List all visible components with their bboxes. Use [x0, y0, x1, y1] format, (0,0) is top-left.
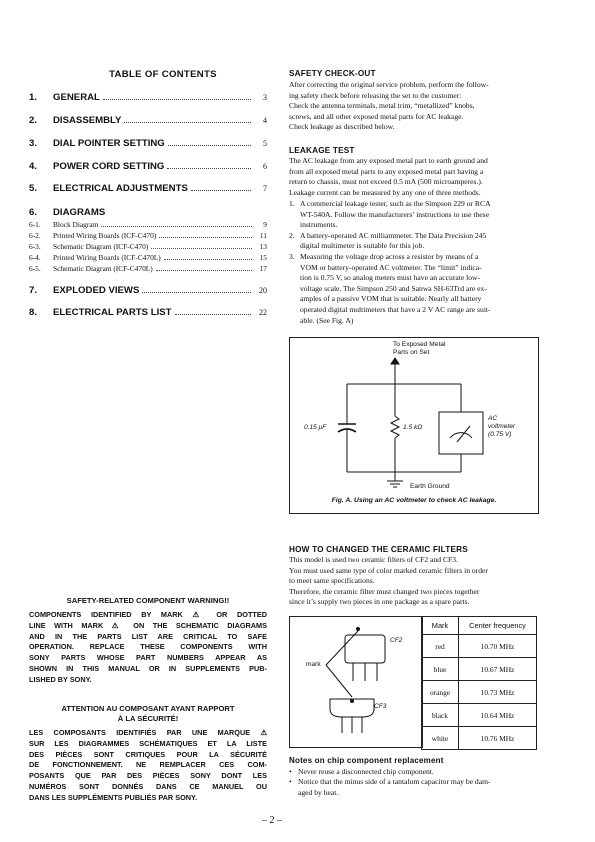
toc-subentry-page: 17	[259, 264, 267, 273]
text-line: screws, and all other exposed metal parts for AC leakage.	[289, 111, 464, 121]
mark-color-cell: white	[422, 727, 459, 750]
leakage-test-heading: LEAKAGE TEST	[289, 146, 355, 155]
table-header-frequency: Center frequency	[459, 617, 537, 635]
ceramic-heading: HOW TO CHANGED THE CERAMIC FILTERS	[289, 545, 468, 554]
table-row	[422, 635, 537, 658]
toc-entry-number: 8.	[29, 307, 38, 318]
toc-entry	[29, 92, 267, 104]
toc-entry-page: 6	[263, 162, 267, 171]
fig-a-meter-label-2: voltmeter	[488, 423, 516, 430]
toc-subentry-number: 6-5.	[29, 264, 41, 273]
warning-fr-title-1: ATTENTION AU COMPOSANT AYANT RAPPORT	[61, 704, 235, 713]
text-line: VOM or battery-operated AC voltmeter. The “limit” indica-	[300, 262, 482, 272]
ceramic-frequency-table	[421, 616, 537, 750]
text-line: digital multimeter is suitable for this job.	[300, 241, 425, 251]
warning-line: DE FONCTIONNEMENT. NE REMPLACER CES COM-	[29, 760, 267, 770]
fig-a-caption: Fig. A. Using an AC voltmeter to check AC leakage.	[331, 497, 497, 504]
toc-leader-dots	[167, 168, 251, 169]
toc-entry-number: 6.	[29, 207, 38, 218]
toc-subentry-page: 9	[263, 220, 267, 229]
table-row	[422, 704, 537, 727]
frequency-cell: 10.67 MHz	[459, 658, 537, 681]
text-line: WT-540A. Follow the manufacturers’ instructions to use these	[300, 209, 489, 219]
toc-entry-page: 4	[263, 116, 267, 125]
ceramic-filter-figure	[289, 616, 423, 748]
chip-note-item	[289, 767, 537, 777]
warning-fr-text	[29, 728, 267, 804]
fig-a-meter-label-1: AC	[488, 415, 498, 422]
toc-subentry	[29, 264, 267, 274]
item-text	[300, 231, 486, 252]
toc-entry	[29, 307, 267, 319]
toc-leader-dots	[151, 248, 252, 249]
table-header-mark: Mark	[422, 617, 459, 635]
toc-entry-title: ELECTRICAL ADJUSTMENTS	[53, 183, 188, 194]
fig-a-meter-label-3: (0.75 V)	[488, 431, 512, 438]
toc-leader-dots	[175, 314, 251, 315]
text-line: Never reuse a disconnected chip component.	[298, 767, 434, 776]
table-row	[422, 658, 537, 681]
text-line: voltage scale. The Simpson 250 and Sanwa SH-63Trd are ex-	[300, 283, 487, 293]
frequency-cell: 10.64 MHz	[459, 704, 537, 727]
item-text	[298, 767, 434, 778]
toc-leader-dots	[103, 99, 251, 100]
toc-entry-number: 2.	[29, 115, 38, 126]
warning-en-title: SAFETY-RELATED COMPONENT WARNING!!	[66, 596, 230, 605]
toc-leader-dots	[168, 145, 251, 146]
mark-color-cell: blue	[422, 658, 459, 681]
text-line: aged by heat.	[298, 787, 339, 797]
mark-color-cell: orange	[422, 681, 459, 704]
toc-entry-number: 7.	[29, 285, 38, 296]
text-line: A commercial leakage tester, such as the Simpson 229 or RCA	[300, 199, 491, 208]
toc-subentry-number: 6-1.	[29, 220, 41, 229]
warning-en-text	[29, 610, 267, 686]
toc-subentry-number: 6-4.	[29, 253, 41, 262]
toc-subentry-title: Schematic Diagram (ICF-C470L)	[53, 264, 153, 273]
toc-entry	[29, 115, 267, 127]
text-line: Check the antenna terminals, metal trim, “metallized” knobs,	[289, 101, 475, 111]
toc-subentry-number: 6-3.	[29, 242, 41, 251]
text-line: This model is used two ceramic filters of CF2 and CF3.	[289, 555, 458, 564]
text-line: After correcting the original service problem, perform the follow-	[289, 80, 489, 89]
ceramic-text	[289, 555, 488, 608]
text-line: A battery-operated AC milliammeter. The Data Precision 245	[300, 230, 487, 240]
warning-line: SHOWN IN THIS MANUAL OR IN SUPPLEMENTS PUB-	[29, 663, 267, 673]
toc-leader-dots	[101, 226, 252, 227]
toc-entry-title: DIAL POINTER SETTING	[53, 138, 165, 149]
text-line: operated digital multimeters that have a 2 V AC range are suit-	[300, 304, 491, 314]
fig-a-label-exposed-2: Parts on Set	[393, 349, 430, 356]
text-line: return to chassis, must not exceed 0.5 mA (500 microamperes.).	[289, 177, 483, 187]
safety-checkout-text	[289, 80, 489, 133]
toc-subentry-number: 6-2.	[29, 231, 41, 240]
toc-entry	[29, 161, 267, 173]
warning-line: LES COMPOSANTS IDENTIFIÉS PAR UNE MARQUE ⚠	[29, 728, 267, 737]
toc-entry-title: POWER CORD SETTING	[53, 161, 165, 172]
toc-entry-number: 3.	[29, 138, 38, 149]
frequency-cell: 10.73 MHz	[459, 681, 537, 704]
chip-note-item	[289, 777, 537, 797]
toc-entry-title: ELECTRICAL PARTS LIST	[53, 307, 172, 318]
frequency-cell: 10.70 MHz	[459, 635, 537, 658]
warning-line: SUR LES DIAGRAMMES SCHÉMATIQUES ET LA LISTE	[29, 738, 267, 748]
warning-line: SONY PARTS WHOSE PART NUMBERS APPEAR AS	[29, 653, 267, 663]
text-line: since it’s supply two pieces in one package as a spare parts.	[289, 597, 470, 607]
toc-subentry-title: Block Diagram	[53, 220, 99, 229]
table-row	[422, 727, 537, 750]
toc-subentry-title: Printed Wiring Boards (ICF-C470L)	[53, 253, 161, 262]
item-number: 1.	[289, 199, 295, 208]
warning-line: NUMÉROS SONT DONNÉS DANS CE MANUEL OU	[29, 781, 267, 791]
text-line: Notice that the minus side of a tantalum capacitor may be dam-	[298, 777, 491, 786]
text-line: to meet same specifications.	[289, 576, 375, 586]
toc-entry-title: DISASSEMBLY	[53, 115, 122, 126]
leakage-method-item	[289, 231, 537, 252]
toc-title: TABLE OF CONTENTS	[109, 69, 217, 80]
toc-entry-number: 4.	[29, 161, 38, 172]
toc-entry	[29, 207, 267, 219]
warning-line: DANS LES SUPPLÉMENTS PUBLIÉS PAR SONY.	[29, 792, 198, 802]
text-line: Measuring the voltage drop across a resistor by means of a	[300, 252, 479, 261]
page-number: – 2 –	[262, 815, 282, 826]
text-line: tion is 0.75 V, so analog meters must have an accurate low-	[300, 273, 481, 283]
toc-subentry	[29, 220, 267, 230]
text-line: amples of a passive VOM that is suitable. Nearly all battery	[300, 294, 482, 304]
toc-leader-dots	[142, 292, 251, 293]
warning-line: AND IN THE PARTS LIST ARE CRITICAL TO SAFE	[29, 631, 267, 641]
toc-entry-title: DIAGRAMS	[53, 207, 106, 218]
item-number: 2.	[289, 230, 295, 240]
fig-a-circuit	[289, 337, 539, 514]
toc-entry-number: 1.	[29, 92, 38, 103]
fig-a-ground-label: Earth Ground	[410, 483, 450, 490]
table-row	[422, 681, 537, 704]
text-line: ing safety check before releasing the set to the customer:	[289, 90, 462, 100]
text-line: Therefore, the ceramic filter must changed two pieces together	[289, 586, 480, 596]
warning-line: LISHED BY SONY.	[29, 674, 92, 684]
cf2-label: CF2	[390, 637, 403, 644]
toc-entry	[29, 285, 267, 297]
toc-subentry	[29, 253, 267, 263]
warning-line: LINE WITH MARK ⚠ ON THE SCHEMATIC DIAGRAMS	[29, 620, 267, 630]
toc-leader-dots	[159, 237, 252, 238]
toc-subentry-title: Printed Wiring Boards (ICF-C470)	[53, 231, 157, 240]
item-number: 3.	[289, 252, 295, 261]
mark-color-cell: black	[422, 704, 459, 727]
frequency-cell: 10.76 MHz	[459, 727, 537, 750]
warning-line: OPERATION. REPLACE THESE COMPONENTS WITH	[29, 642, 267, 652]
toc-entry-number: 5.	[29, 183, 38, 194]
toc-entry-page: 7	[263, 184, 267, 193]
safety-checkout-heading: SAFETY CHECK-OUT	[289, 69, 376, 78]
mark-color-cell: red	[422, 635, 459, 658]
leakage-method-item	[289, 252, 537, 326]
toc-subentry-page: 15	[259, 253, 267, 262]
text-line: Check leakage as described below.	[289, 122, 395, 132]
item-text	[300, 199, 491, 231]
chip-notes-heading: Notes on chip component replacement	[289, 756, 444, 765]
text-line: You must used same type of color marked ceramic filters in order	[289, 565, 488, 575]
bullet: •	[289, 767, 292, 776]
warning-fr-title-2: À LA SÉCURITÉ!	[117, 714, 179, 723]
fig-a-label-exposed-1: To Exposed Metal	[393, 341, 446, 348]
leakage-test-intro	[289, 156, 488, 198]
toc-leader-dots	[124, 122, 251, 123]
toc-entry	[29, 183, 267, 195]
toc-entry	[29, 138, 267, 150]
warning-line: COMPONENTS IDENTIFIED BY MARK ⚠ OR DOTTED	[29, 610, 267, 619]
toc-entry-page: 20	[259, 286, 267, 295]
toc-subentry-page: 11	[259, 231, 267, 240]
cf3-label: CF3	[374, 703, 387, 710]
warning-line: POSANTS QUE PAR DES PIÈCES SONY DONT LES	[29, 771, 267, 781]
toc-subentry-page: 13	[259, 242, 267, 251]
item-text	[300, 252, 491, 326]
toc-leader-dots	[191, 190, 251, 191]
text-line: instruments.	[300, 220, 338, 230]
item-text	[298, 777, 491, 798]
toc-entry-title: EXPLODED VIEWS	[53, 285, 140, 296]
toc-subentry-title: Schematic Diagram (ICF-C470)	[53, 242, 149, 251]
toc-entry-title: GENERAL	[53, 92, 100, 103]
toc-entry-page: 22	[259, 308, 267, 317]
leakage-method-item	[289, 199, 537, 231]
fig-a-res-label: 1.5 kΩ	[403, 424, 423, 431]
toc-subentry	[29, 242, 267, 252]
bullet: •	[289, 777, 292, 786]
toc-subentry	[29, 231, 267, 241]
text-line: from all exposed metal parts to any exposed metal part having a	[289, 166, 484, 176]
toc-leader-dots	[156, 270, 252, 271]
mark-label: mark	[306, 661, 321, 668]
fig-a-cap-label: 0.15 μF	[304, 424, 327, 431]
text-line: The AC leakage from any exposed metal part to earth ground and	[289, 156, 488, 165]
text-line: Leakage current can be measured by any one of three methods.	[289, 187, 481, 197]
toc-leader-dots	[164, 259, 252, 260]
text-line: able. (See Fig. A)	[300, 315, 354, 325]
warning-line: DES PIÈCES SONT CRITIQUES POUR LA SÉCURITÉ	[29, 749, 267, 759]
toc-entry-page: 5	[263, 139, 267, 148]
toc-entry-page: 3	[263, 93, 267, 102]
